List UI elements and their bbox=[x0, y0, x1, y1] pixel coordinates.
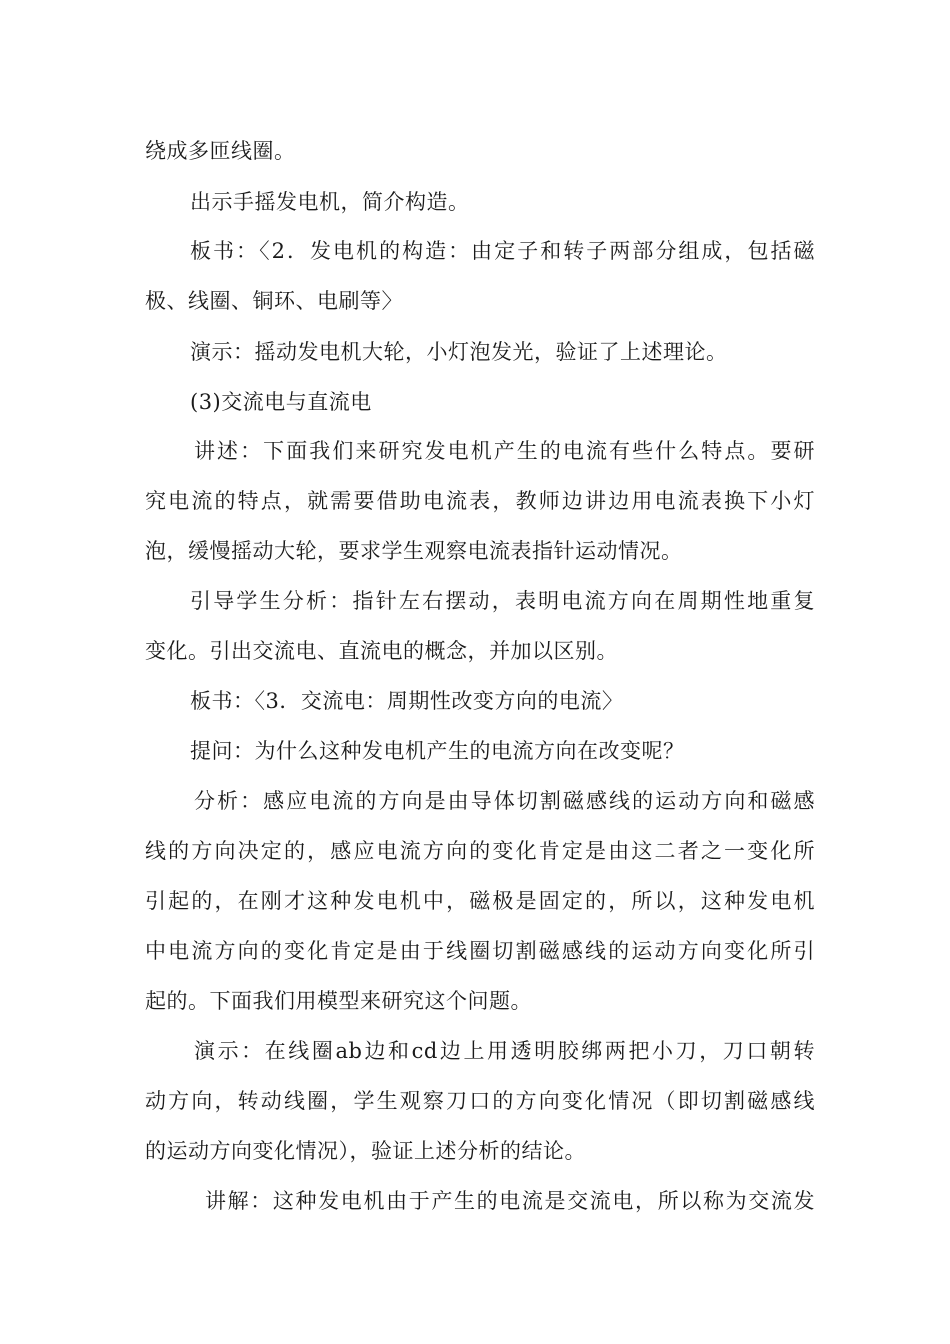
text-line-12: 板书：〈3．交流电：周期性改变方向的电流〉 bbox=[190, 689, 624, 713]
text-line-9: 泡，缓慢摇动大轮，要求学生观察电流表指针运动情况。 bbox=[145, 539, 683, 563]
text-line-8: 究电流的特点，就需要借助电流表，教师边讲边用电流表换下小灯 bbox=[145, 489, 815, 513]
text-line-3: 板书：〈2．发电机的构造：由定子和转子两部分组成，包括磁 bbox=[190, 239, 815, 263]
text-line-1: 绕成多匝线圈。 bbox=[145, 139, 296, 163]
text-line-21: 的运动方向变化情况），验证上述分析的结论。 bbox=[145, 1139, 586, 1163]
text-line-14: 分析：感应电流的方向是由导体切割磁感线的运动方向和磁感 bbox=[194, 789, 815, 813]
text-line-11: 变化。引出交流电、直流电的概念，并加以区别。 bbox=[145, 639, 618, 663]
text-line-19: 演示：在线圈ab边和cd边上用透明胶绑两把小刀，刀口朝转 bbox=[194, 1039, 815, 1063]
text-line-10: 引导学生分析：指针左右摆动，表明电流方向在周期性地重复 bbox=[190, 589, 815, 613]
text-line-7: 讲述：下面我们来研究发电机产生的电流有些什么特点。要研 bbox=[194, 439, 815, 463]
text-line-13: 提问：为什么这种发电机产生的电流方向在改变呢？ bbox=[190, 739, 685, 763]
text-line-2: 出示手摇发电机，简介构造。 bbox=[190, 190, 470, 214]
text-line-18: 起的。下面我们用模型来研究这个问题。 bbox=[145, 989, 532, 1013]
text-line-5: 演示：摇动发电机大轮，小灯泡发光，验证了上述理论。 bbox=[190, 340, 728, 364]
text-line-20: 动方向，转动线圈，学生观察刀口的方向变化情况（即切割磁感线 bbox=[145, 1089, 815, 1113]
text-line-15: 线的方向决定的，感应电流方向的变化肯定是由这二者之一变化所 bbox=[145, 839, 815, 863]
text-line-22: 讲解：这种发电机由于产生的电流是交流电，所以称为交流发 bbox=[205, 1189, 815, 1213]
section-heading: (3)交流电与直流电 bbox=[190, 390, 372, 414]
text-line-16: 引起的，在刚才这种发电机中，磁极是固定的，所以，这种发电机 bbox=[145, 889, 815, 913]
text-line-17: 中电流方向的变化肯定是由于线圈切割磁感线的运动方向变化所引 bbox=[145, 939, 815, 963]
text-line-4: 极、线圈、铜环、电刷等〉 bbox=[145, 289, 403, 313]
